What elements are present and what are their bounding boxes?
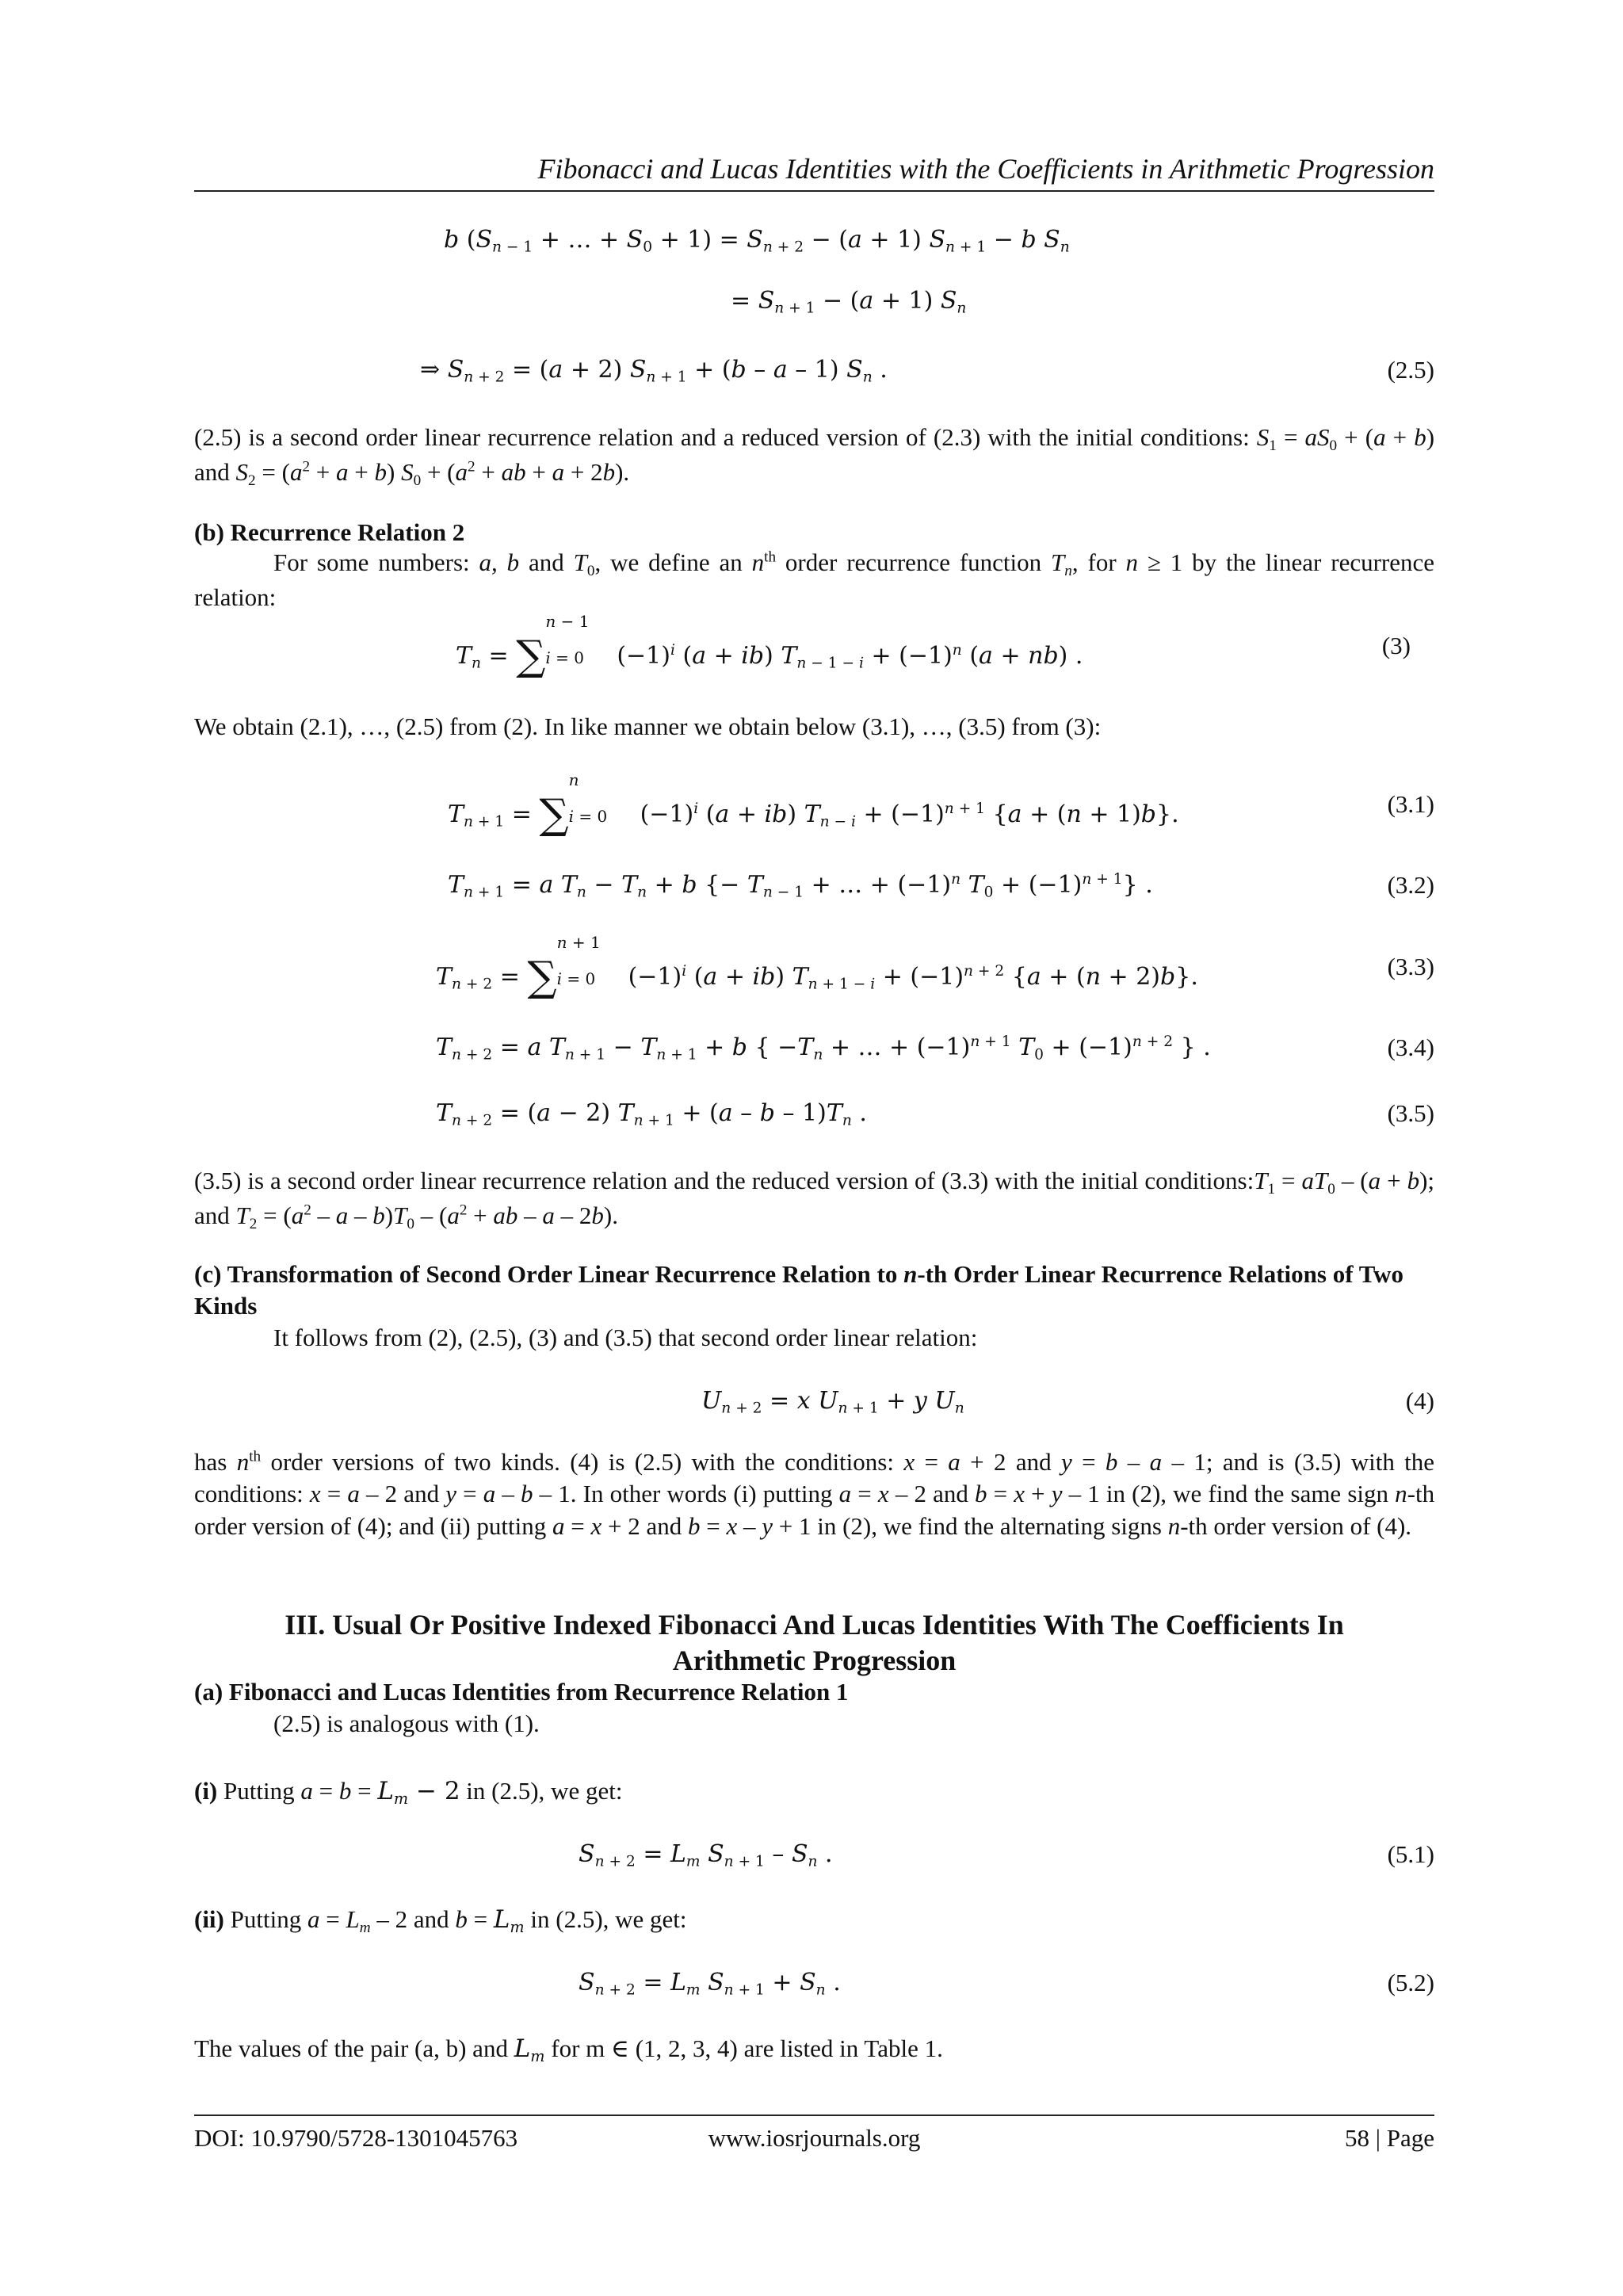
section-III-title: III. Usual Or Positive Indexed Fibonacci And Lucas Identities With The Coefficients In Arithmetic Progression xyxy=(285,1609,1344,1676)
equation-3-2: $T_{n + 1} = a$ $T_n - T_n + b$ {− $T_{n - 1}$ + … + $(-1)^n$ $T_0 + (-1)^{n + 1}$} . (3.2) xyxy=(448,870,1434,901)
paragraph-table-ref: The values of the pair (a, b) and $L_m$ for m ∈ (1, 2, 3, 4) are listed in Table 1. xyxy=(194,2034,943,2065)
paragraph-2-5-conditions: (2.5) is a second order linear recurrence relation and a reduced version of (2.3) with the initial conditions: $S_1 = aS_0 + (a + b)$ and $S_2 = (a^2 + a + b) S_0 + (a^2$ + ab + a + 2b). xyxy=(194,423,1435,489)
equation-3: $T_n$ = ∑ n − 1 i = 0 $(-1)^i$ (a + ib) $T_{n - 1 - i} + (-1)^n$ (a + nb) . (3) xyxy=(456,612,1411,680)
footer-doi: DOI: 10.9790/5728-1301045763 xyxy=(194,2124,518,2152)
item-ii: (ii) Putting $a = L_m - 2$ and $b = L_m$ in (2.5), we get: xyxy=(194,1905,687,1936)
item-i: (i) Putting $a = b = L_m - 2$ in (2.5), we get: xyxy=(194,1777,623,1808)
equation-number: (3.3) xyxy=(1387,953,1434,980)
paragraph-3-5-conditions: (3.5) is a second order linear recurrence relation and the reduced version of (3.3) with the initial $conditions:T_1 = aT_0 - (a + b)$; and $T_2 = (a^2 - a - b)T_0 - (a^2$ + ab – a – 2b). xyxy=(194,1167,1435,1232)
equation-number: (3) xyxy=(1381,632,1411,659)
equation-5-2: $S_{n + 2} = L_m$ $S_{n + 1} + S_n$ . (5.2) xyxy=(579,1969,1434,1999)
equation-2-5: ⇒ $S_{n + 2} = (a + 2) S_{n + 1} + (b - a - 1)$ $S_n$ . (2.5) xyxy=(420,356,1434,386)
heading-recurrence-relation-2: (b) Recurrence Relation 2 xyxy=(194,518,465,546)
equation-number: (4) xyxy=(1405,1387,1434,1415)
equation-3-1: $T_{n + 1}$ = ∑ n i = 0 $(-1)^i$ (a + ib) $T_{n - i} + (-1)^{n + 1}$ {a + (n + 1)b}. (3.1) xyxy=(448,770,1434,839)
equation-number: (3.5) xyxy=(1387,1099,1434,1127)
equation-3-4: $T_{n + 2} = a$ $T_{n + 1} - T_{n + 1} + b$ { $-T_n$ + … + $(-1)^{n + 1}$ $T_0 + (-1)^{n + 2}$ } . (3.4) xyxy=(436,1033,1434,1064)
equation-number: (3.2) xyxy=(1387,871,1434,899)
equation-4: $U_{n + 2} = x$ $U_{n + 1} + y$ $U_n$ (4) xyxy=(701,1387,1434,1417)
footer-rule xyxy=(194,2115,1434,2116)
equation-number: (2.5) xyxy=(1387,356,1434,384)
footer-site-link[interactable]: www.iosrjournals.org xyxy=(708,2124,921,2152)
paragraph-two-kinds: has $n^{th}$ order versions of two kinds. (4) is (2.5) with the conditions: x = a + 2 and y = b – a – 1; and is (3.5) with the conditions: x = a – 2 and y = a – b – 1. In other words (i) putting a = x – 2 and b = x + y – 1 in (2), we find the same sign n-th order version of (4); and (ii) putting a = x + 2 and b = x – y + 1 in (2), we find the alternating signs n-th order version of (4). xyxy=(194,1448,1435,1540)
footer-page-number: 58 | Page xyxy=(1345,2124,1434,2152)
header-rule xyxy=(194,190,1434,192)
equation-number: (3.1) xyxy=(1387,790,1434,818)
paragraph-transformation-intro: It follows from (2), (2.5), (3) and (3.5) that second order linear relation: xyxy=(273,1324,978,1351)
equation-5-1: $S_{n + 2} = L_m$ $S_{n + 1} - S_n$ . (5.1) xyxy=(579,1840,1434,1870)
paragraph-obtain: We obtain (2.1), …, (2.5) from (2). In like manner we obtain below (3.1), …, (3.5) from (3): xyxy=(194,712,1102,740)
paragraph-recurrence-2: For some numbers: a, b and $T_0$, we define an $n^{th}$ order recurrence function $T_n$, for n ≥ 1 by the linear recurrence relation: xyxy=(194,548,1435,611)
equation-number: (3.4) xyxy=(1387,1033,1434,1061)
equation-b-sum: b ($S_{n - 1}$ + … + $S_0 + 1) = S_{n + 2} - (a + 1)$ $S_{n + 1} - b$ $S_n$ xyxy=(444,226,1070,256)
equation-number: (5.2) xyxy=(1387,1969,1434,1996)
equation-b-sum-cont: = $S_{n + 1} - (a + 1)$ $S_n$ xyxy=(731,287,967,317)
heading-transformation: (c) Transformation of Second Order Linear Recurrence Relation to n-th Order Linear Recurrence Relations of Two Kinds xyxy=(194,1260,1403,1320)
running-title: Fibonacci and Lucas Identities with the Coefficients in Arithmetic Progression xyxy=(537,153,1434,185)
heading-identities-relation-1: (a) Fibonacci and Lucas Identities from Recurrence Relation 1 xyxy=(194,1678,849,1706)
equation-3-3: $T_{n + 2}$ = ∑ n + 1 i = 0 $(-1)^i$ (a + ib) $T_{n + 1 - i} + (-1)^{n + 2}$ {a + (n + 2)b}. (3.3) xyxy=(436,933,1434,1001)
equation-number: (5.1) xyxy=(1387,1840,1434,1868)
paragraph-analogous: (2.5) is analogous with (1). xyxy=(273,1710,540,1737)
equation-3-5: $T_{n + 2} = (a - 2) T_{n + 1} + (a - b - 1)T_n$ . (3.5) xyxy=(436,1099,1434,1129)
